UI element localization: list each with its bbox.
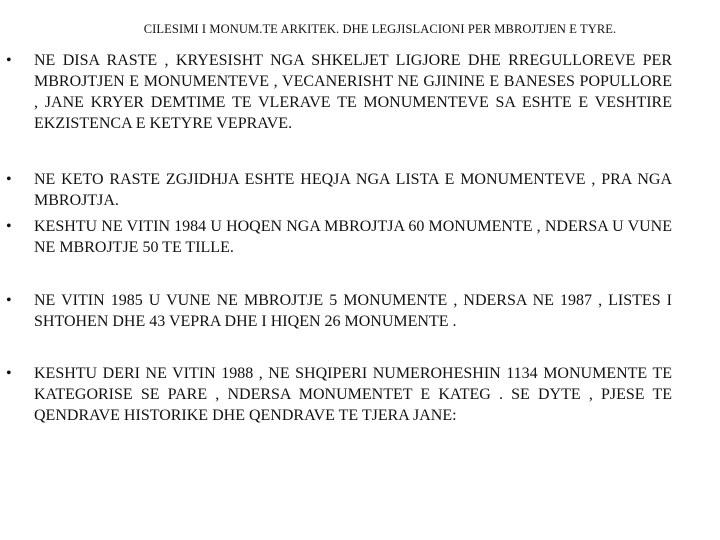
bullet-marker: • <box>6 52 12 69</box>
bullet-marker: • <box>6 292 12 309</box>
bullet-marker: • <box>6 365 12 382</box>
bullet-marker: • <box>6 171 12 188</box>
slide-title: CILESIMI I MONUM.TE ARKITEK. DHE LEGJISLACIONI PER MBROJTJEN E TYRE. <box>143 22 617 36</box>
bullet-text: NE KETO RASTE ZGJIDHJA ESHTE HEQJA NGA LISTA E MONUMENTEVE , PRA NGA MBROJTJA. <box>34 171 672 209</box>
bullet-text: NE DISA RASTE , KRYESISHT NGA SHKELJET LIGJORE DHE RREGULLOREVE PER MBROJTJEN E MONUMENTEVE , VECANERISHT NE GJININE E BANESES POPULLORE , JANE KRYER DEMTIME TE VLERAVE TE MONUMENTEVE SA ESHTE E VESHTIRE EKZISTENCA E KETYRE VEPRAVE. <box>34 52 672 132</box>
bullet-marker: • <box>6 218 12 235</box>
bullet-text: NE VITIN 1985 U VUNE NE MBROJTJE 5 MONUMENTE , NDERSA NE 1987 , LISTES I SHTOHEN DHE 43 VEPRA DHE I HIQEN 26 MONUMENTE . <box>34 292 672 330</box>
bullet-text: KESHTU DERI NE VITIN 1988 , NE SHQIPERI NUMEROHESHIN 1134 MONUMENTE TE KATEGORISE SE PARE , NDERSA MONUMENTET E KATEG . SE DYTE , PJESE TE QENDRAVE HISTORIKE DHE QENDRAVE TE TJERA JANE: <box>34 365 672 424</box>
bullet-text: KESHTU NE VITIN 1984 U HOQEN NGA MBROJTJA 60 MONUMENTE , NDERSA U VUNE NE MBROJTJE 50 TE TILLE. <box>34 218 672 256</box>
